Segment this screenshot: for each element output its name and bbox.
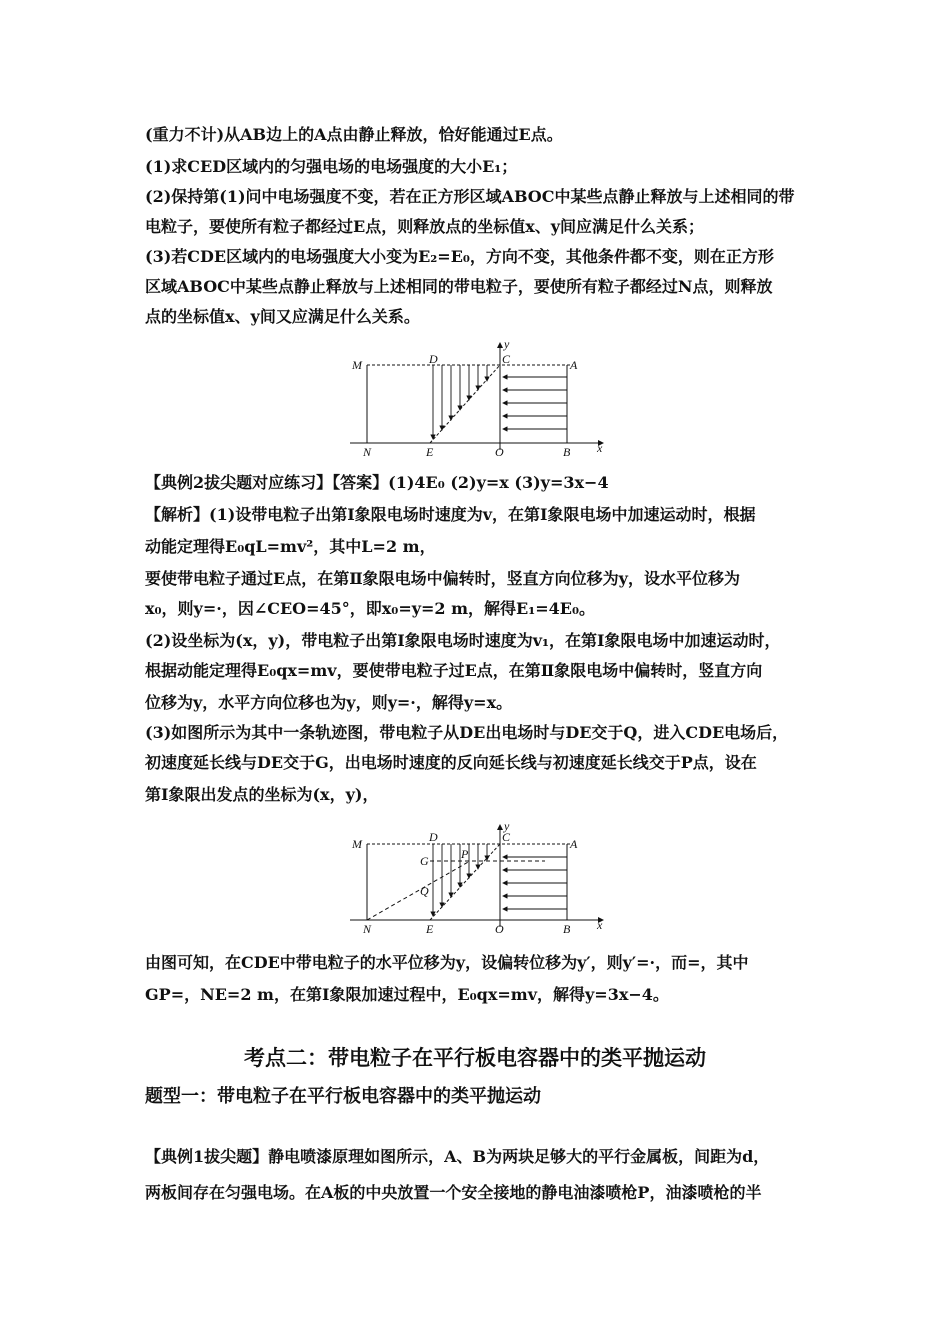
answer-line-3: 动能定理得E₀qL=mv²，其中L=2 m， — [145, 537, 436, 556]
label-A: A — [570, 358, 578, 372]
answer-line-5: x₀，则y=·，因∠CEO=45°，即x₀=y=2 m，解得E₁=4E₀。 — [145, 599, 596, 618]
label-D: D — [429, 352, 438, 366]
problem-line-7: 点的坐标值x、y间又应满足什么关系。 — [145, 307, 420, 326]
label-x: x — [597, 918, 603, 932]
conclusion-line-1: 由图可知，在CDE中带电粒子的水平位移为y，设偏转位移为y′，则y′=·，而=，其中 — [145, 953, 749, 972]
label-x: x — [597, 441, 603, 455]
label-G: G — [420, 854, 429, 868]
label-M: M — [352, 358, 362, 372]
label-A: A — [570, 837, 578, 851]
label-P: P — [461, 847, 469, 861]
answer-line-1: 【典例2拔尖题对应练习】【答案】(1)4E₀ (2)y=x (3)y=3x−4 — [145, 473, 609, 492]
problem-line-6: 区域ABOC中某些点静止释放与上述相同的带电粒子，要使所有粒子都经过N点，则释放 — [145, 277, 773, 296]
label-E: E — [426, 445, 434, 459]
answer-line-4: 要使带电粒子通过E点，在第Ⅱ象限电场中偏转时，竖直方向位移为y，设水平位移为 — [145, 569, 740, 588]
label-C: C — [502, 830, 511, 844]
problem-line-4: 电粒子，要使所有粒子都经过E点，则释放点的坐标值x、y间应满足什么关系； — [145, 217, 705, 236]
section-title: 考点二：带电粒子在平行板电容器中的类平抛运动 — [244, 1046, 706, 1070]
section-subtitle: 题型一：带电粒子在平行板电容器中的类平抛运动 — [145, 1086, 541, 1107]
answer-line-10: 初速度延长线与DE交于G，出电场时速度的反向延长线与初速度延长线交于P点，设在 — [145, 753, 757, 772]
answer-line-2: 【解析】(1)设带电粒子出第Ⅰ象限电场时速度为v，在第Ⅰ象限电场中加速运动时，根据 — [145, 505, 756, 524]
label-M: M — [352, 837, 362, 851]
field-diagram-2 — [345, 822, 615, 942]
answer-line-8: 位移为y，水平方向位移也为y，则y=·，解得y=x。 — [145, 693, 513, 712]
label-N: N — [363, 922, 372, 936]
label-y: y — [504, 340, 510, 351]
label-Q: Q — [420, 884, 429, 898]
example-line-2: 两板间存在匀强电场。在A板的中央放置一个安全接地的静电油漆喷枪P，油漆喷枪的半 — [145, 1183, 762, 1202]
conclusion-line-2: GP=，NE=2 m，在第Ⅰ象限加速过程中，E₀qx=mv，解得y=3x−4。 — [145, 985, 669, 1004]
answer-line-6: (2)设坐标为(x，y)，带电粒子出第Ⅰ象限电场时速度为v₁，在第Ⅰ象限电场中加速运动时， — [145, 631, 781, 650]
answer-line-9: (3)如图所示为其中一条轨迹图，带电粒子从DE出电场时与DE交于Q，进入CDE电场后， — [145, 723, 789, 742]
label-y: y — [504, 822, 510, 833]
label-N: N — [363, 445, 372, 459]
answer-line-7: 根据动能定理得E₀qx=mv，要使带电粒子过E点，在第Ⅱ象限电场中偏转时，竖直方向 — [145, 661, 763, 680]
label-O: O — [495, 445, 504, 459]
label-E: E — [426, 922, 434, 936]
problem-line-2: (1)求CED区域内的匀强电场的电场强度的大小E₁； — [145, 157, 518, 176]
label-O: O — [495, 922, 504, 936]
label-B: B — [563, 445, 571, 459]
problem-line-1: (重力不计)从AB边上的A点由静止释放，恰好能通过E点。 — [145, 125, 563, 144]
problem-line-3: (2)保持第(1)问中电场强度不变，若在正方形区域ABOC中某些点静止释放与上述相同的带 — [145, 187, 795, 206]
label-D: D — [429, 830, 438, 844]
field-diagram-1 — [345, 340, 615, 460]
example-line-1: 【典例1拔尖题】静电喷漆原理如图所示，A、B为两块足够大的平行金属板，间距为d， — [145, 1147, 770, 1166]
label-C: C — [502, 352, 511, 366]
answer-line-11: 第Ⅰ象限出发点的坐标为(x，y)， — [145, 785, 379, 804]
label-B: B — [563, 922, 571, 936]
problem-line-5: (3)若CDE区域内的电场强度大小变为E₂=E₀，方向不变，其他条件都不变，则在正方形 — [145, 247, 774, 266]
